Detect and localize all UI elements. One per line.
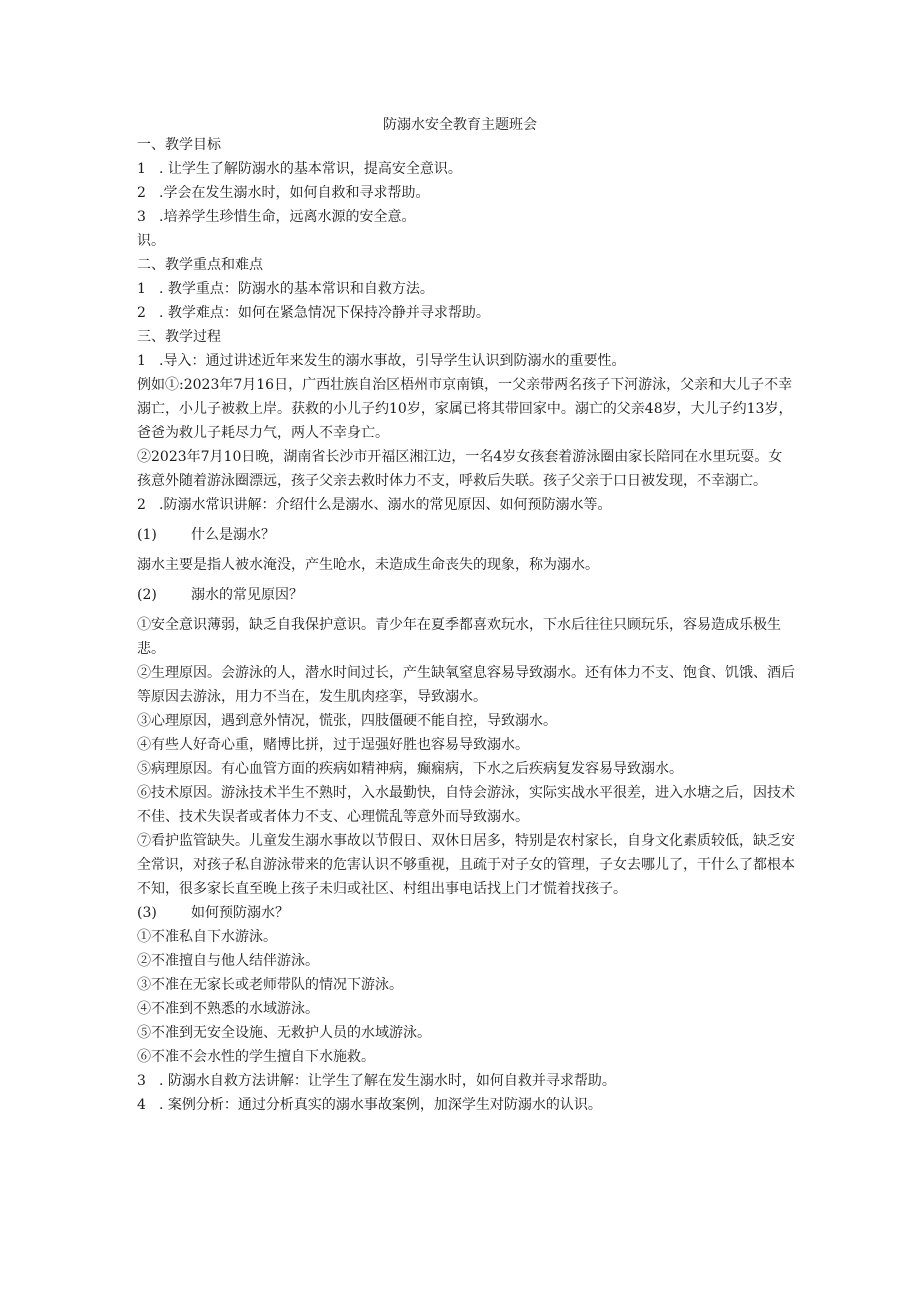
sub-label: (3): [137, 905, 157, 921]
section-heading-process: 三、教学过程: [137, 329, 221, 345]
list-item: [137, 1069, 795, 1093]
subheading-q1: [137, 523, 795, 547]
item-number: 1: [137, 161, 146, 177]
prevention-item: ④不准到不熟悉的水域游泳。: [137, 1001, 319, 1017]
answer-paragraph: 溺水主要是指人被水淹没，产生呛水，未造成生命丧失的现象，称为溺水。: [137, 557, 599, 573]
item-text: . 让学生了解防溺水的基本常识，提高安全意识。: [159, 161, 462, 177]
list-item: [137, 277, 795, 301]
sub-text: 如何预防溺水？: [191, 905, 289, 921]
item-number: 1: [137, 281, 146, 297]
item-text: . 案例分析：通过分析真实的溺水事故案例，加深学生对防溺水的认识。: [159, 1097, 602, 1113]
cause-item: ⑦看护监管缺失。儿童发生溺水事故以节假日、双休日居多，特别是农村家长，自身文化素质较低，缺乏安全常识，对孩子私自游泳带来的危害认识不够重视，且疏于对子女的管理，子女去哪儿了，干什么了都根本不知，很多家长直至晚上孩子未归或社区、村组出事电话找上门才慌着找孩子。: [137, 833, 795, 897]
item-number: 2: [137, 497, 146, 513]
cause-item: ⑤病理原因。有心血管方面的疾病如精神病，癫痫病，下水之后疾病复发容易导致溺水。: [137, 761, 683, 777]
prevention-item: ③不准在无家长或老师带队的情况下游泳。: [137, 977, 403, 993]
list-item: [137, 493, 795, 517]
item-number: 2: [137, 305, 146, 321]
list-item: [137, 301, 795, 325]
subheading-q3: [137, 901, 795, 925]
sub-text: 溺水的常见原因？: [191, 587, 303, 603]
item-text: . 教学难点：如何在紧急情况下保持冷静并寻求帮助。: [159, 305, 490, 321]
item-number: 1: [137, 353, 146, 369]
cause-item: ①安全意识薄弱，缺乏自我保护意识。青少年在夏季都喜欢玩水，下水后往往只顾玩乐，容易造成乐极生悲。: [137, 617, 781, 657]
item-number: 3: [137, 209, 146, 225]
example-paragraph-2: ②2023年7月10日晚，湖南省长沙市开福区湘江边，一名4岁女孩套着游泳圈由家长陪同在水里玩耍。女孩意外随着游泳圈漂远，孩子父亲去救时体力不支，呼救后失联。孩子父亲于口日被发现，不幸溺亡。: [137, 449, 783, 489]
item-number: 2: [137, 185, 146, 201]
item-text: . 教学重点：防溺水的基本常识和自救方法。: [159, 281, 434, 297]
item-text: .学会在发生溺水时，如何自救和寻求帮助。: [159, 185, 430, 201]
cause-item: ⑥技术原因。游泳技术半生不熟时，入水最勤快，自恃会游泳，实际实战水平很差，进入水塘之后，因技术不佳、技术失误者或者体力不支、心理慌乱等意外而导致溺水。: [137, 785, 795, 825]
list-item: [137, 205, 795, 229]
item-text: . 防溺水自救方法讲解：让学生了解在发生溺水时，如何自救并寻求帮助。: [159, 1073, 616, 1089]
section-heading-goals: 一、教学目标: [137, 137, 221, 153]
list-item: [137, 349, 795, 373]
item-number: 4: [137, 1097, 146, 1113]
item-text: .培养学生珍惜生命，远离水源的安全意。: [159, 209, 416, 225]
list-item: [137, 157, 795, 181]
document-title: 防溺水安全教育主题班会: [383, 117, 537, 133]
example-paragraph-1: 例如①:2023年7月16日，广西壮族自治区梧州市京南镇，一父亲带两名孩子下河游泳，父亲和大儿子不幸溺亡，小儿子被救上岸。获救的小儿子约10岁，家属已将其带回家中。溺亡的父亲48岁，大儿子约13岁，爸爸为救儿子耗尽力气，两人不幸身亡。: [137, 377, 793, 441]
cause-item: ③心理原因，遇到意外情况，慌张，四肢僵硬不能自控，导致溺水。: [137, 713, 557, 729]
prevention-item: ⑥不准不会水性的学生擅自下水施救。: [137, 1049, 375, 1065]
list-item: [137, 181, 795, 205]
document-body: [137, 133, 795, 1117]
item-number: 3: [137, 1073, 146, 1089]
prevention-item: ②不准擅自与他人结伴游泳。: [137, 953, 319, 969]
sub-label: (2): [137, 587, 157, 603]
subheading-q2: [137, 583, 795, 607]
cause-item: ②生理原因。会游泳的人，潜水时间过长，产生缺氧窒息容易导致溺水。还有体力不支、饱食、饥饿、酒后等原因去游泳，用力不当在，发生肌肉痉挛，导致溺水。: [137, 665, 795, 705]
cause-item: ④有些人好奇心重，赌博比拼，过于逞强好胜也容易导致溺水。: [137, 737, 529, 753]
sub-text: 什么是溺水？: [191, 527, 275, 543]
item-text: .导入：通过讲述近年来发生的溺水事故，引导学生认识到防溺水的重要性。: [159, 353, 626, 369]
sub-label: (1): [137, 527, 157, 543]
section-heading-key: 二、教学重点和难点: [137, 257, 263, 273]
list-item: [137, 1093, 795, 1117]
prevention-item: ⑤不准到无安全设施、无救护人员的水域游泳。: [137, 1025, 431, 1041]
prevention-item: ①不准私自下水游泳。: [137, 929, 277, 945]
item-text: .防溺水常识讲解：介绍什么是溺水、溺水的常见原因、如何预防溺水等。: [159, 497, 612, 513]
goals-tail: 识。: [137, 233, 165, 249]
